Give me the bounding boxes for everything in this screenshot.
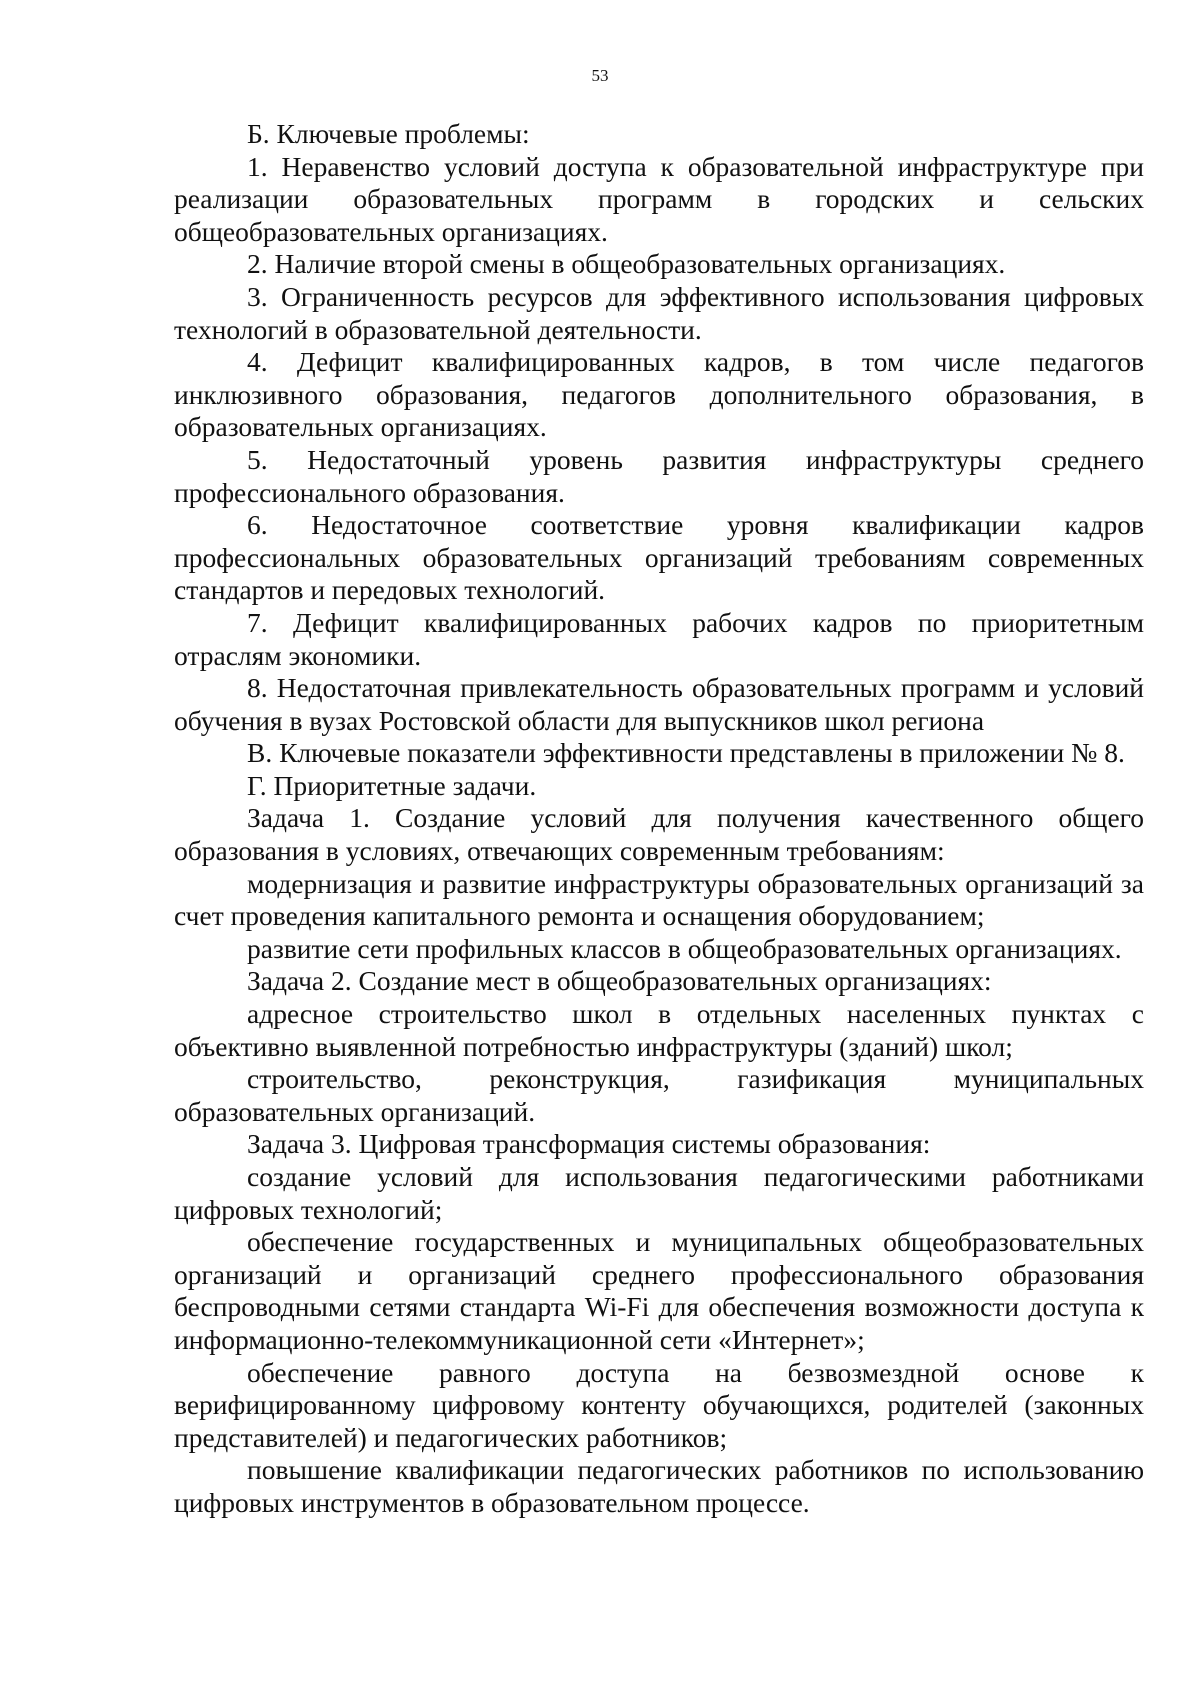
page-number: 53 [591, 66, 609, 85]
problem-item-2: 2. Наличие второй смены в общеобразовательных организациях. [247, 248, 1006, 280]
problem-item-7: 7. Дефицит квалифицированных рабочих кадров по приоритетным отраслям экономики. [174, 606, 1144, 671]
document-body [174, 118, 1144, 1520]
task-3-item-4: повышение квалификации педагогических работников по использованию цифровых инструментов в образовательном процессе. [174, 1454, 1144, 1518]
task-1-item-1: модернизация и развитие инфраструктуры образовательных организаций за счет проведения капитального ремонта и оснащения оборудованием; [174, 867, 1144, 932]
task-1-heading: Задача 1. Создание условий для получения качественного общего образования в условиях, отвечающих современным требованиям: [174, 802, 1144, 867]
problem-item-4: 4. Дефицит квалифицированных кадров, в том числе педагогов инклюзивного образования, педагогов дополнительного образования, в образовательных организациях. [174, 346, 1144, 443]
problem-item-1: 1. Неравенство условий доступа к образовательной инфраструктуре при реализации образовательных программ в городских и сельских общеобразовательных организациях. [174, 150, 1144, 247]
problem-item-8: 8. Недостаточная привлекательность образовательных программ и условий обучения в вузах Ростовской области для выпускников школ региона [174, 672, 1144, 736]
task-2-item-1: адресное строительство школ в отдельных населенных пунктах с объективно выявленной потребностью инфраструктуры (зданий) школ; [174, 998, 1144, 1062]
problem-item-3: 3. Ограниченность ресурсов для эффективного использования цифровых технологий в образовательной деятельности. [174, 280, 1144, 345]
problem-item-5: 5. Недостаточный уровень развития инфраструктуры среднего профессионального образования. [174, 443, 1144, 508]
task-3-heading: Задача 3. Цифровая трансформация системы образования: [247, 1128, 931, 1160]
task-2-heading: Задача 2. Создание мест в общеобразовательных организациях: [247, 965, 992, 997]
task-3-item-1: создание условий для использования педагогическими работниками цифровых технологий; [174, 1161, 1144, 1225]
section-g-heading: Г. Приоритетные задачи. [247, 769, 537, 801]
task-3-item-2: обеспечение государственных и муниципальных общеобразовательных организаций и организаций среднего профессионального образования беспроводными сетями стандарта Wi-Fi для обеспечения возможности доступа к информационно-телекоммуникационной сети «Интернет»; [174, 1226, 1144, 1355]
task-3-item-3: обеспечение равного доступа на безвозмездной основе к верифицированному цифровому контенту обучающихся, родителей (законных представителей) и педагогических работников; [174, 1356, 1144, 1453]
task-1-item-2: развитие сети профильных классов в общеобразовательных организациях. [247, 932, 1122, 964]
task-2-item-2: строительство, реконструкция, газификация муниципальных образовательных организаций. [174, 1063, 1144, 1127]
problem-item-6: 6. Недостаточное соответствие уровня квалификации кадров профессиональных образовательных организаций требованиям современных стандартов и передовых технологий. [174, 509, 1144, 606]
section-v-indicators: В. Ключевые показатели эффективности представлены в приложении № 8. [247, 737, 1125, 769]
section-b-heading: Б. Ключевые проблемы: [247, 118, 530, 149]
